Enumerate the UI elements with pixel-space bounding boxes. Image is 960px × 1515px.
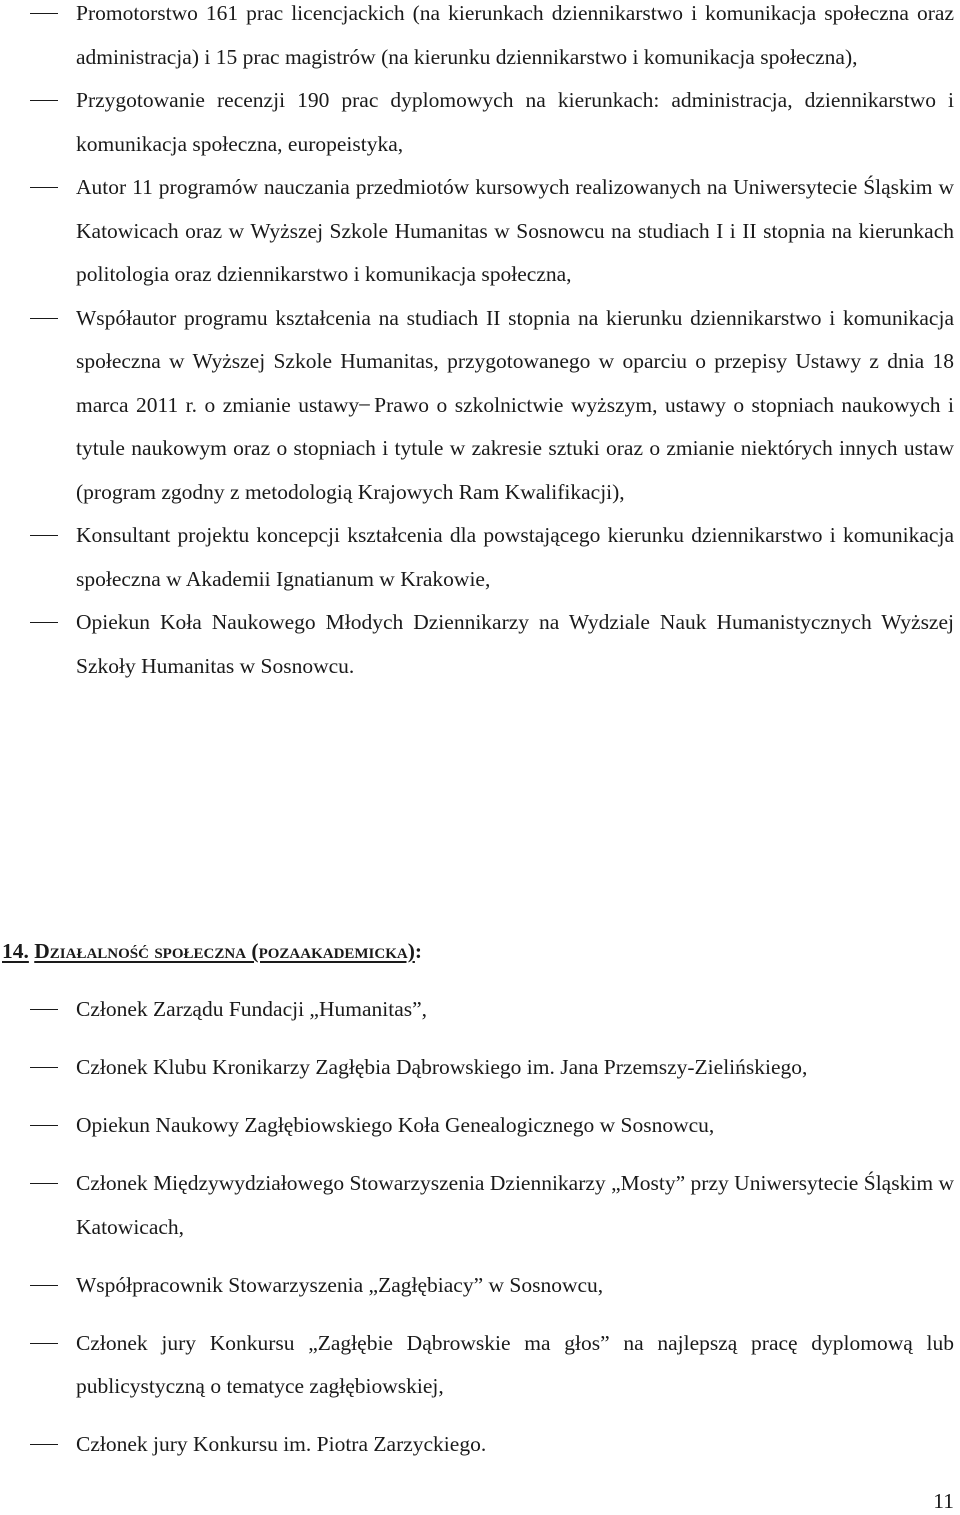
list-item-text: Członek Międzywydziałowego Stowarzyszenia Dziennikarzy „Mosty” przy Uniwersytecie Śląskim w Katowicach,	[76, 1171, 954, 1239]
section-number: 14.	[2, 939, 29, 963]
list-item-text: Członek jury Konkursu „Zagłębie Dąbrowskie ma głos” na najlepszą pracę dyplomową lub publicystyczną o tematyce zagłębiowskiej,	[76, 1330, 954, 1398]
list-item	[0, 0, 960, 79]
list-item-text: Autor 11 programów nauczania przedmiotów kursowych realizowanych na Uniwersytecie Śląskim w Katowicach oraz w Wyższej Szkole Humanitas w Sosnowcu na studiach I i II stopnia na kierunkach politologia oraz dziennikarstwo i komunikacja społeczna,	[76, 175, 954, 286]
dash-bullet-icon	[30, 1285, 58, 1286]
list-item	[0, 79, 960, 166]
list-item	[0, 1162, 960, 1249]
social-activities-list	[0, 988, 960, 1481]
list-item	[0, 514, 960, 601]
dash-bullet-icon	[30, 1183, 58, 1184]
list-item-text: Członek Zarządu Fundacji „Humanitas”,	[76, 997, 428, 1021]
list-item	[0, 988, 960, 1032]
list-item-text: Członek Klubu Kronikarzy Zagłębia Dąbrowskiego im. Jana Przemszy-Zielińskiego,	[76, 1055, 808, 1079]
list-item-text: Współautor programu kształcenia na studiach II stopnia na kierunku dziennikarstwo i komunikacja społeczna w Wyższej Szkole Humanitas, przygotowanego w oparciu o przepisy Ustawy z dnia 18 marca 2011 r. o zmianie ustawy ̶ Prawo o szkolnictwie wyższym, ustawy o stopniach naukowych i tytule naukowym oraz o stopniach i tytule w zakresie sztuki oraz o zmianie niektórych innych ustaw (program zgodny z metodologią Krajowych Ram Kwalifikacji),	[76, 305, 954, 504]
dash-bullet-icon	[30, 1125, 58, 1126]
section-title: Działalność społeczna (pozaakademicka)	[34, 939, 415, 963]
list-item	[0, 1264, 960, 1308]
list-item	[0, 1423, 960, 1467]
list-item	[0, 1322, 960, 1409]
list-item	[0, 297, 960, 515]
section-heading	[2, 936, 422, 966]
list-item	[0, 601, 960, 688]
list-item-text: Konsultant projektu koncepcji kształcenia dla powstającego kierunku dziennikarstwo i komunikacja społeczna w Akademii Ignatianum w Krakowie,	[76, 523, 954, 591]
list-item	[0, 166, 960, 297]
dash-bullet-icon	[30, 622, 58, 623]
dash-bullet-icon	[30, 100, 58, 101]
dash-bullet-icon	[30, 187, 58, 188]
list-item-text: Promotorstwo 161 prac licencjackich (na kierunkach dziennikarstwo i komunikacja społeczna oraz administracja) i 15 prac magistrów (na kierunku dziennikarstwo i komunikacja społeczna),	[76, 1, 954, 69]
dash-bullet-icon	[30, 1009, 58, 1010]
list-item-text: Współpracownik Stowarzyszenia „Zagłębiacy” w Sosnowcu,	[76, 1272, 604, 1297]
list-item	[0, 1104, 960, 1148]
list-item	[0, 1046, 960, 1090]
dash-bullet-icon	[30, 13, 58, 14]
dash-bullet-icon	[30, 1343, 58, 1344]
dash-bullet-icon	[30, 318, 58, 319]
dash-bullet-icon	[30, 535, 58, 536]
teaching-activities-list	[0, 0, 960, 688]
page-number: 11	[933, 1489, 954, 1513]
list-item-text: Opiekun Naukowy Zagłębiowskiego Koła Genealogicznego w Sosnowcu,	[76, 1113, 715, 1137]
list-item-text: Opiekun Koła Naukowego Młodych Dziennikarzy na Wydziale Nauk Humanistycznych Wyższej Szkoły Humanitas w Sosnowcu.	[76, 610, 954, 678]
dash-bullet-icon	[30, 1444, 58, 1445]
list-item-text: Członek jury Konkursu im. Piotra Zarzyckiego.	[76, 1432, 487, 1456]
dash-bullet-icon	[30, 1067, 58, 1068]
list-item-text: Przygotowanie recenzji 190 prac dyplomowych na kierunkach: administracja, dziennikarstwo i komunikacja społeczna, europeistyka,	[76, 88, 954, 156]
section-colon: :	[414, 939, 423, 963]
